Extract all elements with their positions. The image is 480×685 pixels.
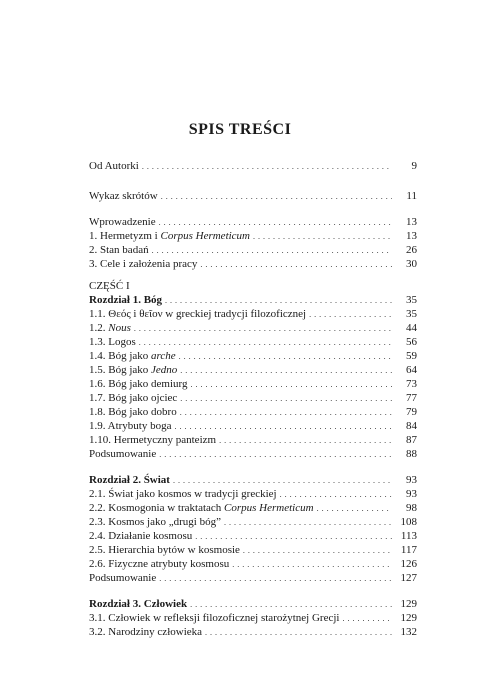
dot-leader [309, 307, 392, 322]
dot-leader [317, 501, 392, 516]
toc-entry-page: 113 [400, 530, 417, 542]
dot-leader [142, 159, 392, 174]
toc-entry-page: 11 [406, 190, 417, 202]
toc-entry-intro-1 [89, 229, 417, 243]
toc-entry-label: 2.4. Działanie kosmosu [89, 530, 193, 542]
dot-leader [232, 557, 392, 572]
toc-entry-label: 2.2. Kosmogonia w traktatach Corpus Hermeticum [89, 502, 314, 514]
dot-leader [224, 515, 392, 530]
dot-leader [253, 229, 392, 244]
toc-entry-page: 44 [406, 322, 417, 334]
toc-entry-page: 35 [406, 308, 417, 320]
dot-leader [243, 543, 392, 558]
dot-leader [190, 377, 392, 392]
toc-entry-1-10 [89, 433, 417, 447]
toc-entry-page: 79 [406, 406, 417, 418]
dot-leader [161, 189, 392, 204]
toc-entry-label: 3.2. Narodziny człowieka [89, 626, 203, 638]
toc-entry-label: 3.1. Człowiek w refleksji filozoficznej starożytnej Grecji [89, 612, 340, 624]
toc-entry-page: 30 [406, 258, 417, 270]
toc-entry-1-8 [89, 405, 417, 419]
toc-entry-label: 1.10. Hermetyczny panteizm [89, 434, 217, 446]
toc-entry-label: 1.3. Logos [89, 336, 136, 348]
toc-entry-page: 129 [400, 612, 417, 624]
toc-entry-page: 64 [406, 364, 417, 376]
toc-entry-page: 59 [406, 350, 417, 362]
toc-entry-1-1 [89, 307, 417, 321]
dot-leader [139, 335, 392, 350]
toc-entry-chapter-2 [89, 473, 417, 487]
toc-entry-1-7 [89, 391, 417, 405]
toc-entry-label: 1.6. Bóg jako demiurg [89, 378, 188, 390]
toc-entry-page: 84 [406, 420, 417, 432]
toc-entry-page: 126 [400, 558, 417, 570]
toc-entry-page: 35 [406, 294, 417, 306]
dot-leader [173, 473, 392, 488]
toc-entry-page: 56 [406, 336, 417, 348]
dot-leader [205, 625, 392, 640]
dot-leader [159, 571, 392, 586]
dot-leader [280, 487, 392, 502]
toc-entry-2-4 [89, 529, 417, 543]
toc-entry-label: Rozdział 2. Świat [89, 474, 170, 486]
toc-entry-podsumowanie-1 [89, 447, 417, 461]
dot-leader [159, 447, 392, 462]
toc-entry-label: 3. Cele i założenia pracy [89, 258, 198, 270]
toc-entry-label: Podsumowanie [89, 572, 157, 584]
dot-leader [195, 529, 392, 544]
toc-entry-label: 2.6. Fizyczne atrybuty kosmosu [89, 558, 230, 570]
toc-entry-label: 1. Hermetyzm i Corpus Hermeticum [89, 230, 251, 242]
toc-entry-2-6 [89, 557, 417, 571]
toc-entry-page: 13 [406, 230, 417, 242]
toc-entry-page: 88 [406, 448, 417, 460]
toc-entry-3-1 [89, 611, 417, 625]
dot-leader [159, 215, 392, 230]
toc-entry-label: Od Autorki [89, 160, 139, 172]
toc-entry-page: 87 [406, 434, 417, 446]
dot-leader [200, 257, 392, 272]
toc-entry-page: 9 [411, 160, 417, 172]
toc-entry-page: 127 [400, 572, 417, 584]
dot-leader [165, 293, 392, 308]
toc-entry-label: 1.7. Bóg jako ojciec [89, 392, 178, 404]
toc-entry-label: 1.9. Atrybuty boga [89, 420, 172, 432]
toc-entry-label: Wprowadzenie [89, 216, 156, 228]
toc-entry-label: 2.1. Świat jako kosmos w tradycji greckiej [89, 488, 277, 500]
toc-entry-1-6 [89, 377, 417, 391]
toc-entry-1-4 [89, 349, 417, 363]
toc-entry-1-5 [89, 363, 417, 377]
toc-entry-label: Podsumowanie [89, 448, 157, 460]
toc-entry-chapter-1 [89, 293, 417, 307]
toc-entry-wykaz-skrotow [89, 189, 417, 203]
toc-entry-page: 93 [406, 488, 417, 500]
toc-entry-page: 98 [406, 502, 417, 514]
toc-entry-label: 1.2. Nous [89, 322, 131, 334]
toc-entry-page: 117 [400, 544, 417, 556]
dot-leader [180, 391, 392, 406]
toc-entry-label: 2. Stan badań [89, 244, 149, 256]
toc-entry-podsumowanie-2 [89, 571, 417, 585]
toc-entry-1-3 [89, 335, 417, 349]
toc-entry-page: 93 [406, 474, 417, 486]
toc-entry-page: 73 [406, 378, 417, 390]
toc-entry-label: 1.5. Bóg jako Jedno [89, 364, 178, 376]
toc-entry-page: 26 [406, 244, 417, 256]
dot-leader [342, 611, 392, 626]
toc-entry-label: Rozdział 3. Człowiek [89, 598, 188, 610]
dot-leader [134, 321, 392, 336]
toc-entry-chapter-3 [89, 597, 417, 611]
page-title: SPIS TREŚCI [188, 121, 292, 138]
toc-entry-3-2 [89, 625, 417, 639]
dot-leader [219, 433, 392, 448]
toc-entry-label: 1.1. Θεός i θεῖον w greckiej tradycji filozoficznej [89, 308, 307, 320]
dot-leader [180, 405, 392, 420]
part-label: CZĘŚĆ I [89, 280, 130, 292]
toc-entry-wprowadzenie [89, 215, 417, 229]
toc-entry-label: 1.4. Bóg jako arche [89, 350, 176, 362]
toc-entry-2-5 [89, 543, 417, 557]
toc-entry-page: 108 [400, 516, 417, 528]
toc-entry-label: 2.3. Kosmos jako „drugi bóg” [89, 516, 221, 528]
toc-entry-intro-2 [89, 243, 417, 257]
toc-entry-label: Wykaz skrótów [89, 190, 158, 202]
toc-entry-label: 1.8. Bóg jako dobro [89, 406, 177, 418]
toc-entry-page: 129 [400, 598, 417, 610]
toc-entry-2-1 [89, 487, 417, 501]
toc-entry-od-autorki [89, 159, 417, 173]
dot-leader [190, 597, 392, 612]
dot-leader [152, 243, 392, 258]
dot-leader [179, 349, 392, 364]
toc-entry-page: 13 [406, 216, 417, 228]
dot-leader [180, 363, 392, 378]
toc-entry-2-3 [89, 515, 417, 529]
dot-leader [175, 419, 393, 434]
toc-entry-intro-3 [89, 257, 417, 271]
toc-entry-1-2 [89, 321, 417, 335]
toc-entry-1-9 [89, 419, 417, 433]
toc-entry-page: 132 [400, 626, 417, 638]
toc-entry-label: Rozdział 1. Bóg [89, 294, 163, 306]
toc-entry-2-2 [89, 501, 417, 515]
toc-entry-label: 2.5. Hierarchia bytów w kosmosie [89, 544, 240, 556]
toc-entry-page: 77 [406, 392, 417, 404]
